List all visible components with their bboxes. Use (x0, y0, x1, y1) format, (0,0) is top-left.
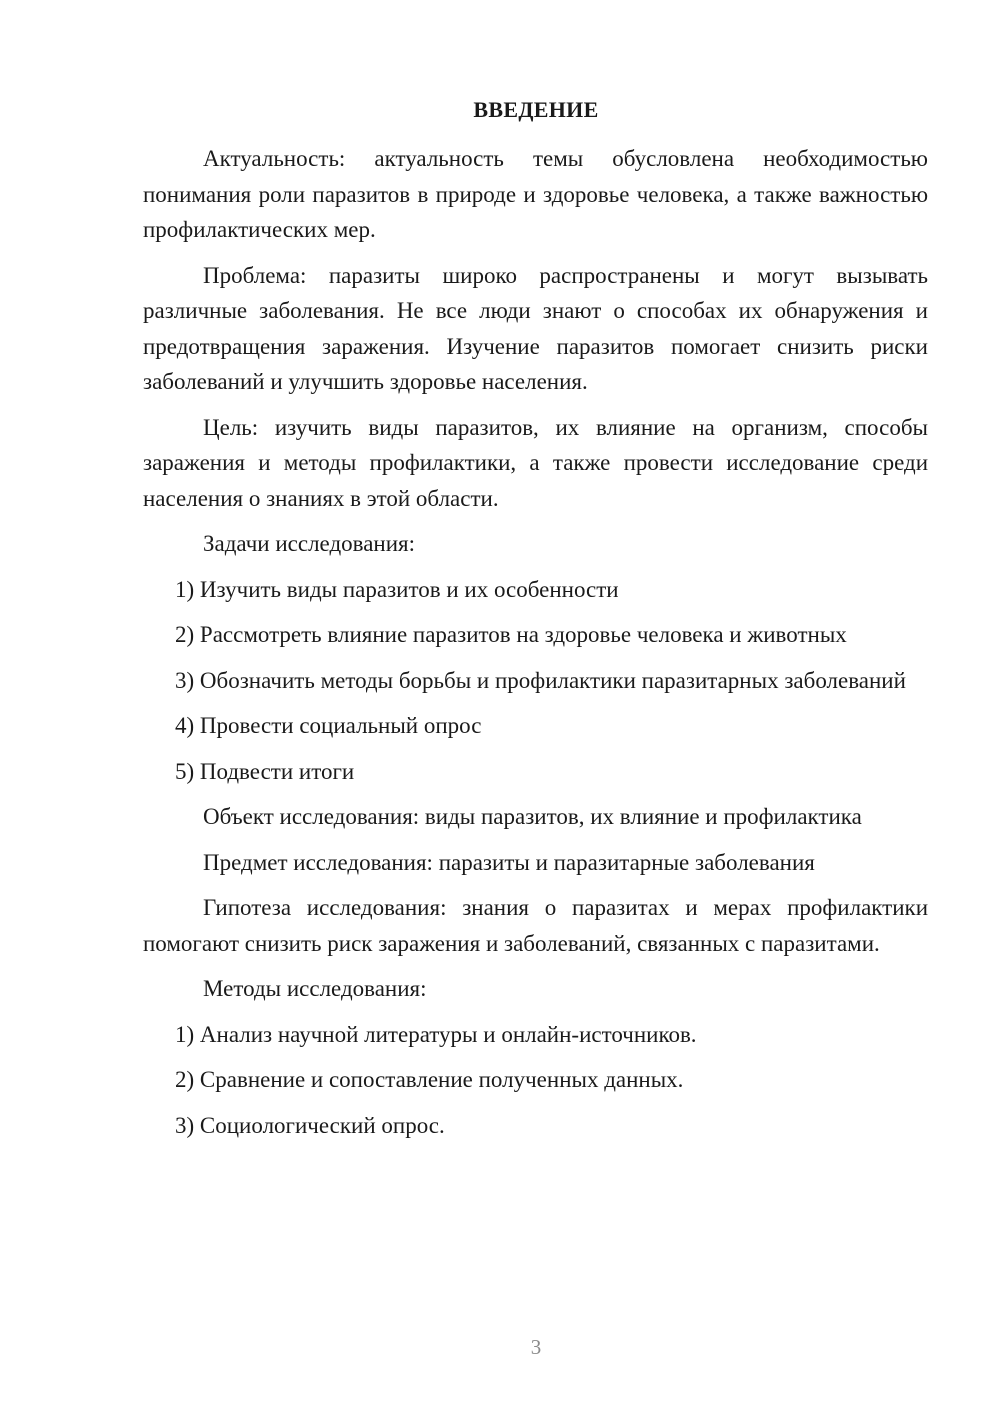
tasks-heading: Задачи исследования: (203, 531, 416, 556)
relevance-paragraph: Актуальность: актуальность темы обусловлена необходимостью понимания роли паразитов в природе и здоровье человека, а также важностью профилактических мер. (143, 146, 928, 242)
hypothesis-paragraph: Гипотеза исследования: знания о паразитах и мерах профилактики помогают снизить риск заражения и заболеваний, связанных с паразитами. (143, 895, 928, 956)
method-item: 2) Сравнение и сопоставление полученных данных. (175, 1067, 684, 1092)
task-item: 4) Провести социальный опрос (175, 713, 482, 738)
task-item: 3) Обозначить методы борьбы и профилактики паразитарных заболеваний (175, 667, 906, 693)
goal-paragraph: Цель: изучить виды паразитов, их влияние на организм, способы заражения и методы профилактики, а также провести исследование среди населения о знаниях в этой области. (143, 414, 928, 511)
problem-paragraph: Проблема: паразиты широко распространены и могут вызывать различные заболевания. Не все люди знают о способах их обнаружения и предотвращения заражения. Изучение паразитов помогает снизить риски заболеваний и улучшить здоровье населения. (143, 262, 928, 394)
methods-heading: Методы исследования: (203, 976, 427, 1001)
page-number: 3 (530, 1335, 542, 1359)
object-paragraph: Объект исследования: виды паразитов, их влияние и профилактика (203, 804, 862, 829)
method-item: 3) Социологический опрос. (175, 1112, 445, 1138)
subject-paragraph: Предмет исследования: паразиты и паразитарные заболевания (203, 849, 815, 875)
page-title: ВВЕДЕНИЕ (473, 97, 599, 122)
document-body (143, 141, 928, 1153)
task-item: 1) Изучить виды паразитов и их особенности (175, 576, 619, 602)
task-item: 2) Рассмотреть влияние паразитов на здоровье человека и животных (175, 622, 847, 647)
method-item: 1) Анализ научной литературы и онлайн-источников. (175, 1021, 697, 1047)
task-item: 5) Подвести итоги (175, 758, 355, 784)
